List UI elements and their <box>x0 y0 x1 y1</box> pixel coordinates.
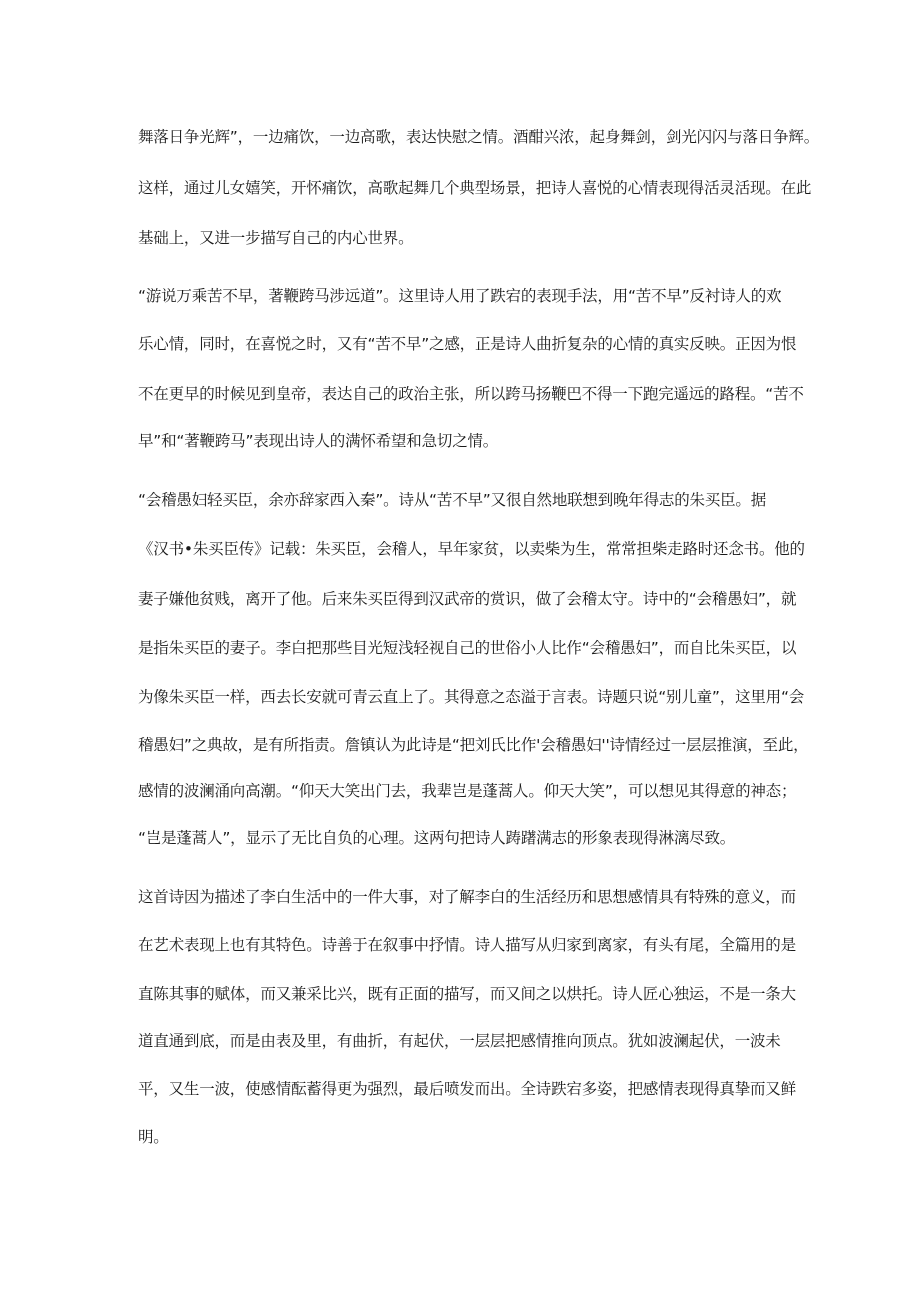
paragraph-4-line-4: 道直通到底，而是由表及里，有曲折，有起伏，一层层把感情推向顶点。犹如波澜起伏，一波未 <box>138 1032 781 1050</box>
paragraph-4-line-1: 这首诗因为描述了李白生活中的一件大事，对了解李白的生活经历和思想感情具有特殊的意义，而 <box>138 888 796 906</box>
paragraph-3-line-7: 感情的波澜涌向高潮。“仰天大笑出门去，我辈岂是蓬蒿人。仰天大笑”，可以想见其得意的神态； <box>138 782 797 800</box>
paragraph-2-line-3: 不在更早的时候见到皇帝，表达自己的政治主张，所以跨马扬鞭巴不得一下跑完遥远的路程。“苦不 <box>138 385 804 403</box>
paragraph-2-line-1: “游说万乘苦不早，著鞭跨马涉远道”。这里诗人用了跌宕的表现手法，用“苦不早”反衬诗人的欢 <box>138 287 782 305</box>
paragraph-2-line-4: 早”和“著鞭跨马”表现出诗人的满怀希望和急切之情。 <box>138 432 499 450</box>
paragraph-3-line-3: 妻子嫌他贫贱，离开了他。后来朱买臣得到汉武帝的赏识，做了会稽太守。诗中的“会稽愚妇”，就 <box>138 590 797 608</box>
paragraph-4-line-2: 在艺术表现上也有其特色。诗善于在叙事中抒情。诗人描写从归家到离家，有头有尾，全篇用的是 <box>138 936 796 954</box>
paragraph-3-line-8: “岂是蓬蒿人”，显示了无比自负的心理。这两句把诗人踌躇满志的形象表现得淋漓尽致。 <box>138 829 736 847</box>
paragraph-3-line-5: 为像朱买臣一样，西去长安就可青云直上了。其得意之态溢于言表。诗题只说“别儿童”，这里用“会 <box>138 688 805 706</box>
paragraph-2-line-2: 乐心情，同时，在喜悦之时，又有“苦不早”之感，正是诗人曲折复杂的心情的真实反映。正因为恨 <box>138 335 797 353</box>
paragraph-1-line-2: 这样，通过儿女嬉笑，开怀痛饮，高歌起舞几个典型场景，把诗人喜悦的心情表现得活灵活现。在此 <box>138 179 812 197</box>
paragraph-3-line-6: 稽愚妇”之典故，是有所指责。詹镇认为此诗是“把刘氏比作'会稽愚妇''诗情经过一层层推演，至此， <box>138 736 809 754</box>
paragraph-4-line-3: 直陈其事的赋体，而又兼采比兴，既有正面的描写，而又间之以烘托。诗人匠心独运，不是一条大 <box>138 985 796 1003</box>
paragraph-3-line-2: 《汉书•朱买臣传》记载：朱买臣，会稽人，早年家贫，以卖柴为生，常常担柴走路时还念书。他的 <box>138 540 805 558</box>
paragraph-1-line-1: 舞落日争光辉”，一边痛饮，一边高歌，表达快慰之情。酒酣兴浓，起身舞剑，剑光闪闪与落日争辉。 <box>138 128 820 146</box>
paragraph-3-line-1: “会稽愚妇轻买臣，余亦辞家西入秦”。诗从“苦不早”又很自然地联想到晚年得志的朱买臣。据 <box>138 491 767 509</box>
paragraph-4-line-5: 平，又生一波，使感情酝蓄得更为强烈，最后喷发而出。全诗跌宕多姿，把感情表现得真挚而又鲜 <box>138 1080 796 1098</box>
paragraph-1-line-3: 基础上，又进一步描写自己的内心世界。 <box>138 229 414 247</box>
paragraph-3-line-4: 是指朱买臣的妻子。李白把那些目光短浅轻视自己的世俗小人比作“会稽愚妇”，而自比朱买臣，以 <box>138 639 797 657</box>
paragraph-4-line-6: 明。 <box>138 1128 169 1146</box>
